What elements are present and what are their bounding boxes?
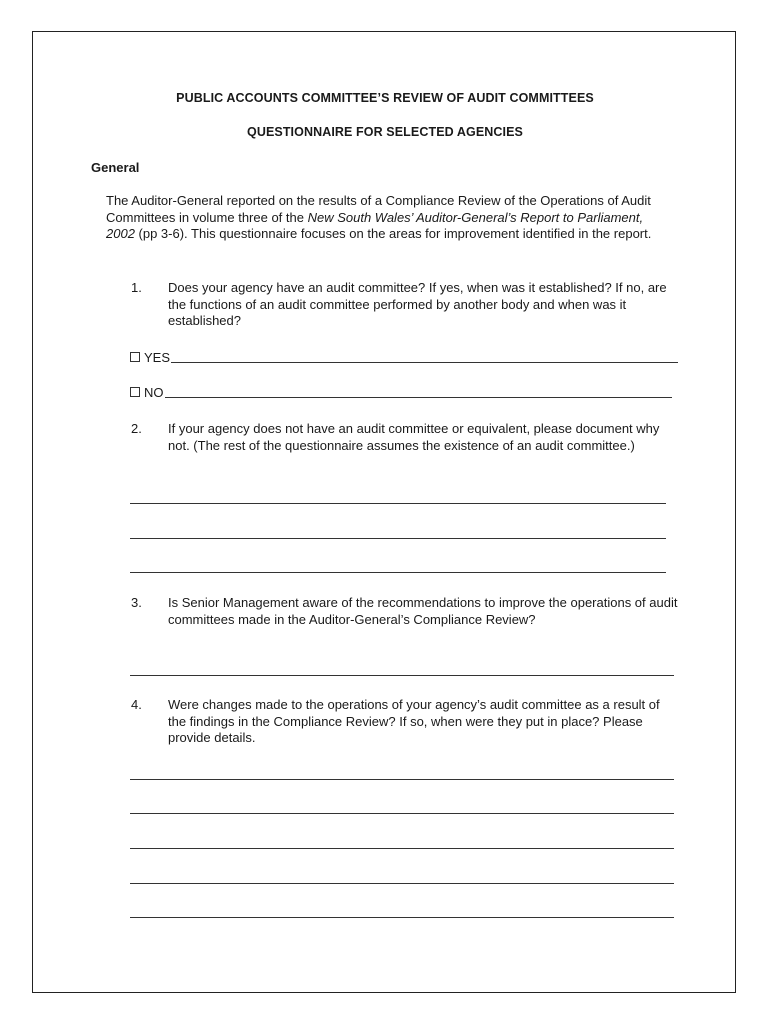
no-checkbox[interactable]: [130, 387, 140, 397]
question-text: Were changes made to the operations of your agency’s audit committee as a result of the findings in the Compliance Review? If so, when were they put in place? Please provide details.: [168, 697, 660, 746]
yes-option-row: [130, 350, 678, 365]
question-text: Does your agency have an audit committee? If yes, when was it established? If no, are the functions of an audit committee performed by another body and when was it established?: [168, 280, 667, 329]
question-number: 2.: [131, 421, 142, 436]
question-number: 4.: [131, 697, 142, 712]
answer-line[interactable]: [130, 538, 666, 539]
yes-checkbox[interactable]: [130, 352, 140, 362]
answer-line[interactable]: [130, 503, 666, 504]
intro-paragraph: [106, 193, 672, 243]
question-text: If your agency does not have an audit committee or equivalent, please document why not. (The rest of the questionnaire assumes the existence of an audit committee.): [168, 421, 660, 453]
answer-line[interactable]: [130, 779, 674, 780]
answer-line[interactable]: [130, 848, 674, 849]
document-page: [32, 31, 736, 993]
report-title: New South Wales’ Auditor-General’s Report to Parliament, 2002: [106, 209, 644, 242]
answer-line[interactable]: [130, 917, 674, 918]
answer-line[interactable]: [130, 883, 674, 884]
section-heading: General: [91, 160, 140, 175]
no-label: NO: [144, 385, 164, 400]
yes-label: YES: [144, 350, 171, 365]
question-text: Is Senior Management aware of the recommendations to improve the operations of audit committees made in the Auditor-General’s Compliance Review?: [168, 595, 678, 627]
answer-line[interactable]: [130, 572, 666, 573]
answer-line[interactable]: [130, 813, 674, 814]
document-subtitle: QUESTIONNAIRE FOR SELECTED AGENCIES: [247, 125, 523, 139]
no-answer-line[interactable]: [165, 397, 673, 398]
yes-answer-line[interactable]: [171, 362, 678, 363]
intro-text-end: (pp 3-6). This questionnaire focuses on the areas for improvement identified in the report.: [134, 226, 652, 242]
answer-line[interactable]: [130, 675, 674, 676]
question-number: 3.: [131, 595, 142, 610]
document-title: PUBLIC ACCOUNTS COMMITTEE’S REVIEW OF AUDIT COMMITTEES: [176, 91, 594, 105]
intro-text: The Auditor-General reported on the results of a Compliance Review of the Operations of Audit Committees in volume three of the: [106, 193, 651, 225]
question-number: 1.: [131, 280, 142, 295]
no-option-row: [130, 385, 672, 400]
